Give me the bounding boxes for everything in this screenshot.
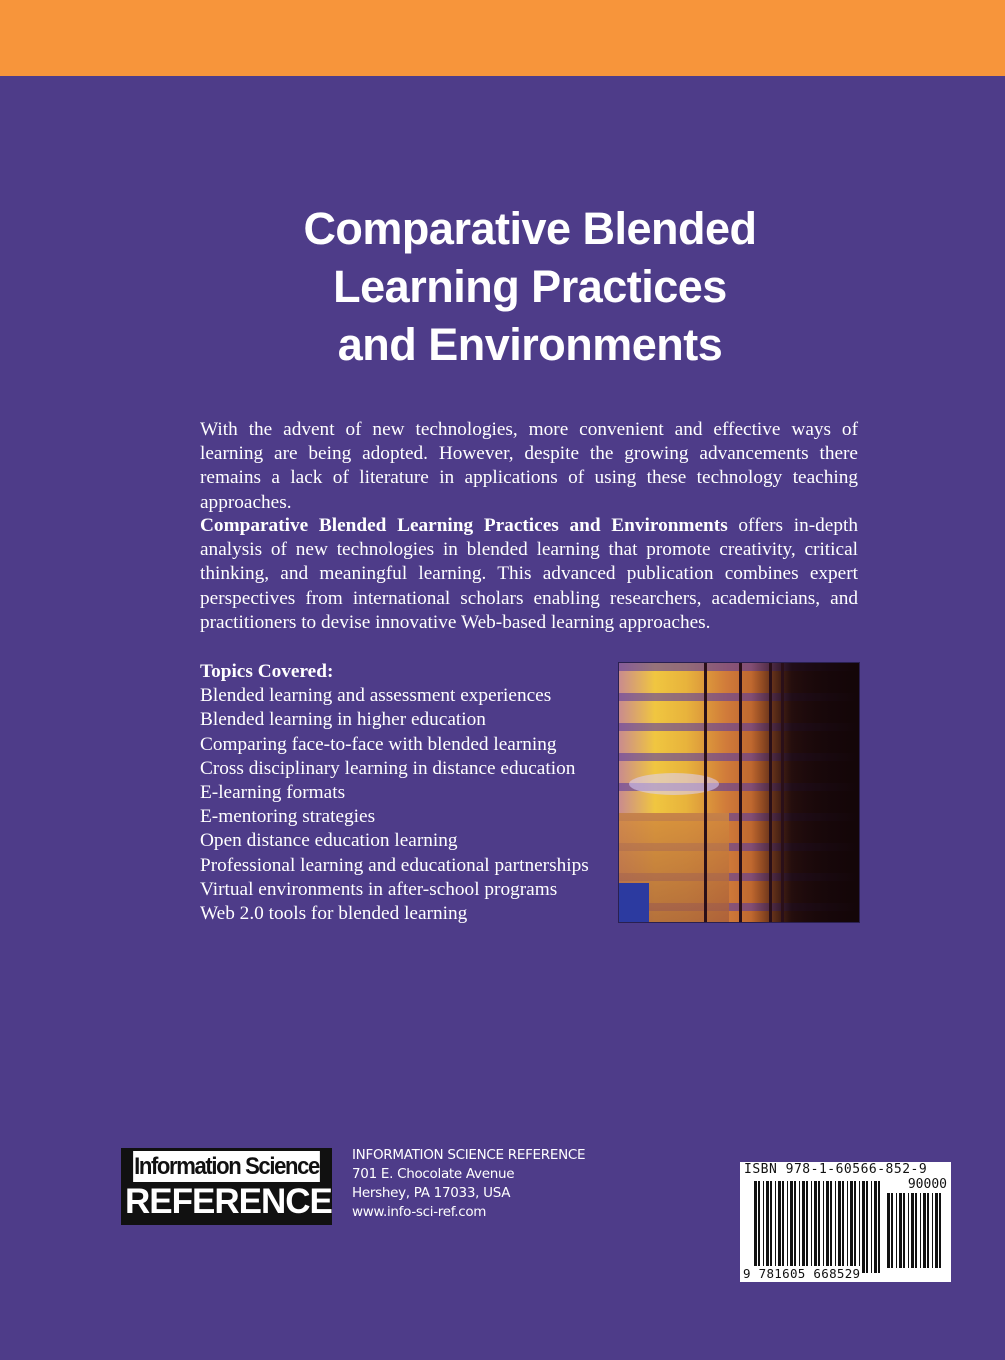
barcode-bar [903,1193,905,1268]
barcode-bar [778,1181,781,1273]
barcode-bar [871,1181,872,1273]
topic-item: E-mentoring strategies [200,806,376,828]
barcode-bar [911,1193,914,1268]
barcode-bar [866,1181,868,1273]
logo-top-text: Information Science [134,1153,319,1180]
barcode-bar [838,1181,841,1273]
barcode-bar [862,1181,865,1273]
topic-item: Blended learning in higher education [200,709,486,731]
topic-item: Open distance education learning [200,830,458,852]
artwork-line [704,663,707,922]
barcode-bar [896,1193,897,1268]
barcode-bar [775,1181,776,1273]
barcode-bar [915,1193,917,1268]
barcode-digits: 9 781605 668529 [743,1266,861,1281]
barcode-bar [830,1181,832,1273]
isbn-text: ISBN 978-1-60566-852-9 [744,1162,928,1177]
artwork-line [769,663,772,922]
barcode-bar [932,1193,933,1268]
description-text: offers in-depth analysis of new technologies in blended learning that promote creativity, critical thinking, and meaningful learning. This advanced publication combines expert perspectives from international scholars enabling researchers, academicians, and practitioners to devise innovative Web-based learning approaches. [200,515,858,633]
barcode-bar [818,1181,820,1273]
barcode-bar [766,1181,769,1273]
book-title [230,200,830,374]
barcode-bar [814,1181,817,1273]
topics-heading: Topics Covered: [200,661,334,682]
intro-paragraph: With the advent of new technologies, more convenient and effective ways of learning are being adopted. However, despite the growing advancements there remains a lack of literature in applications of using these technology teaching approaches. [200,419,858,513]
barcode-bar [842,1181,844,1273]
barcode-bar [782,1181,784,1273]
barcode-bar [826,1181,829,1273]
barcode-bar [770,1181,772,1273]
topic-item: E-learning formats [200,782,346,804]
publisher-street: 701 E. Chocolate Avenue [352,1166,515,1182]
artwork-line [781,663,784,922]
logo-bottom-text: REFERENCE [125,1182,332,1221]
barcode-bar [802,1181,805,1273]
barcode-bar [787,1181,788,1273]
barcode-addon-text: 90000 [907,1177,947,1192]
topic-item: Professional learning and educational partnerships [200,854,589,876]
barcode-bar [939,1193,941,1268]
publisher-logo [121,1148,332,1225]
barcode-bar [899,1193,902,1268]
barcode-bar [874,1181,877,1273]
topics-list [200,660,589,926]
description-paragraph [200,514,858,635]
barcode-bar [850,1181,853,1273]
topic-item: Comparing face-to-face with blended learning [200,733,557,755]
publisher-name: INFORMATION SCIENCE REFERENCE [352,1147,586,1163]
isbn-barcode [740,1162,951,1282]
topic-item: Blended learning and assessment experiences [200,685,552,707]
barcode-bar [887,1193,890,1268]
description-book-title: Comparative Blended Learning Practices and Environments [200,515,728,536]
publisher-website: www.info-sci-ref.com [352,1204,487,1220]
topic-item: Web 2.0 tools for blended learning [200,903,468,925]
topic-item: Virtual environments in after-school programs [200,878,558,900]
barcode-bar [908,1193,909,1268]
barcode-bar [811,1181,812,1273]
publisher-address [352,1146,585,1222]
barcode-bar [935,1193,938,1268]
barcode-bar [758,1181,760,1273]
barcode-bar [763,1181,764,1273]
title-line: Comparative Blended [303,203,757,254]
title-line: Learning Practices [333,261,727,312]
barcode-bar [806,1181,808,1273]
barcode-bar [854,1181,856,1273]
cover-artwork-image [618,662,860,923]
title-line: and Environments [337,319,723,370]
topic-item: Cross disciplinary learning in distance education [200,757,576,779]
top-color-band [0,0,1005,76]
barcode-bar [891,1193,893,1268]
barcode-bar [927,1193,929,1268]
barcode-bar [923,1193,926,1268]
barcode-bar [847,1181,848,1273]
barcode-bar [799,1181,800,1273]
artwork-shape [619,883,649,923]
barcode-bar [859,1181,860,1273]
barcode-bar [794,1181,796,1273]
barcode-bar [754,1181,757,1273]
barcode-bar [823,1181,824,1273]
barcode-bar [790,1181,793,1273]
addon-barcode-bars [887,1193,945,1268]
barcode-bar [878,1181,880,1273]
artwork-line [739,663,742,922]
barcode-bars [754,1181,884,1273]
barcode-bar [920,1193,921,1268]
barcode-bar [835,1181,836,1273]
publisher-city: Hershey, PA 17033, USA [352,1185,511,1201]
